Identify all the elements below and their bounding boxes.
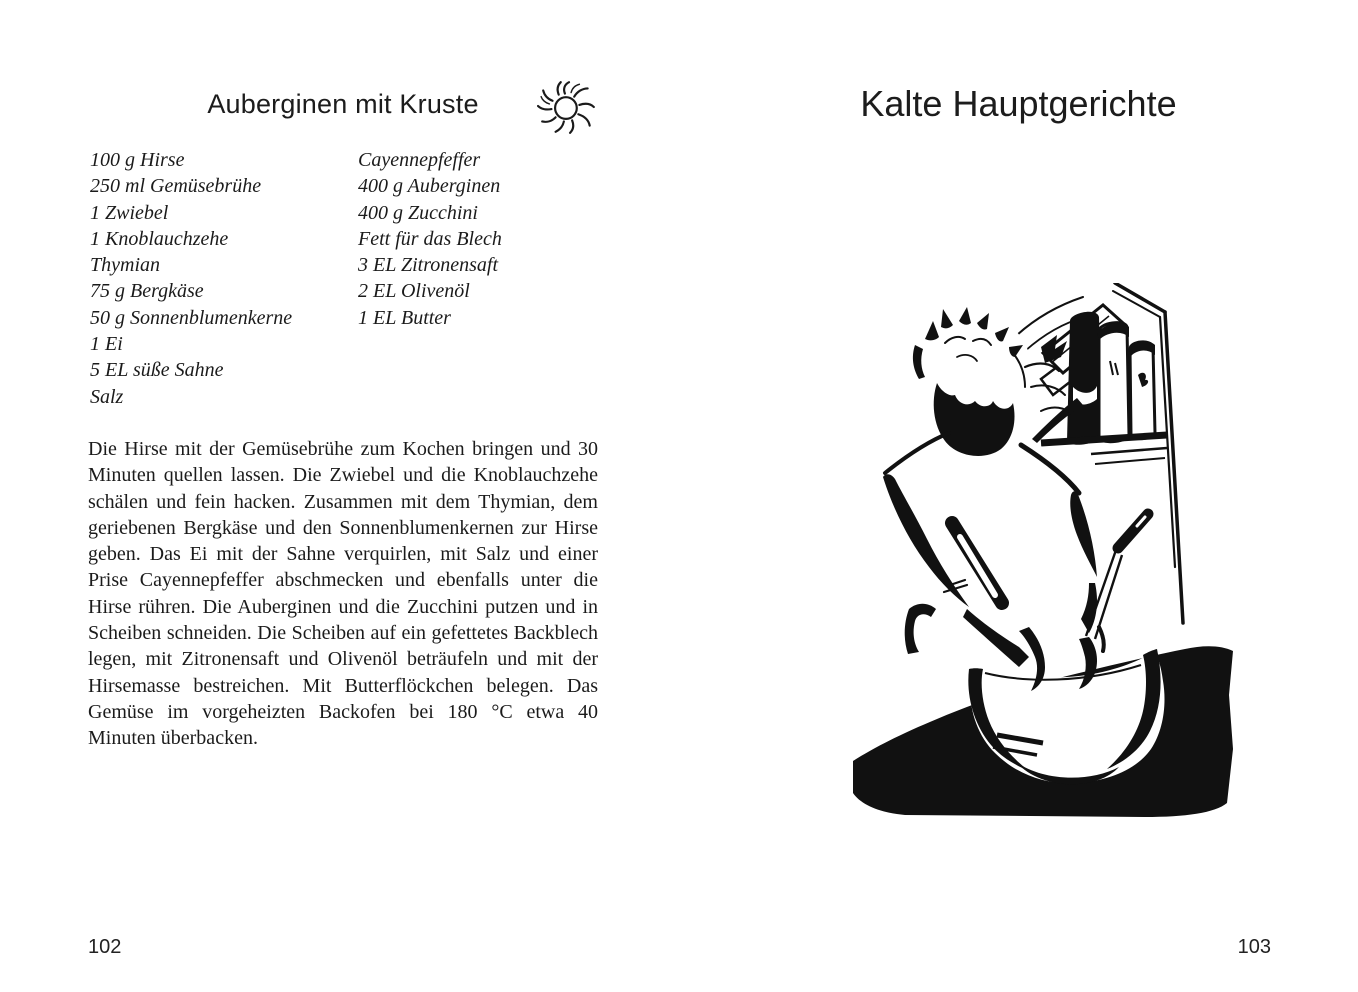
ingredient-line: Fett für das Blech bbox=[358, 227, 502, 250]
illustration-child-stirring-bowl bbox=[845, 283, 1240, 823]
ingredient-line: 75 g Bergkäse bbox=[90, 280, 204, 303]
ingredient-line: 2 EL Olivenöl bbox=[358, 280, 470, 303]
ingredient-line: 400 g Zucchini bbox=[358, 201, 478, 224]
illustration-svg bbox=[845, 283, 1240, 823]
ingredient-line: 1 Zwiebel bbox=[90, 201, 169, 224]
ingredient-line: 3 EL Zitronensaft bbox=[358, 254, 499, 277]
sun-icon-svg bbox=[537, 80, 599, 134]
sun-icon bbox=[537, 80, 599, 134]
ingredient-line: 50 g Sonnenblumenkerne bbox=[90, 306, 293, 329]
ingredient-line: 1 Ei bbox=[90, 333, 123, 356]
ingredient-line: Thymian bbox=[90, 254, 160, 277]
recipe-instructions: Die Hirse mit der Gemüsebrühe zum Kochen bringen und 30 Minuten quellen lassen. Die Zwiebel und die Knoblauchzehe schälen und fein hacken. Zusammen mit dem Thymian, dem geriebenen Bergkäse und den Sonnenblumenkernen zur Hirse geben. Das Ei mit der Sahne verquirlen, mit Salz und einer Prise Cayennepfeffer abschmecken und ebenfalls unter die Hirse rühren. Die Auberginen und die Zucchini putzen und in Scheiben schneiden. Die Scheiben auf ein gefettetes Backblech legen, mit Zitronensaft und Olivenöl beträufeln und mit der Hirsemasse bestreichen. Mit Butterflöckchen belegen. Das Gemüse im vorgeheizten Backofen bei 180 °C etwa 40 Minuten überbacken. bbox=[88, 438, 598, 750]
recipe-title: Auberginen mit Kruste bbox=[207, 89, 479, 119]
ingredient-line: 250 ml Gemüsebrühe bbox=[90, 175, 262, 198]
ingredient-line: 400 g Auberginen bbox=[358, 175, 501, 198]
page-number-left: 102 bbox=[88, 936, 122, 958]
section-title: Kalte Hauptgerichte bbox=[860, 83, 1177, 124]
ingredient-list-right bbox=[358, 147, 502, 331]
ingredient-line: Cayennepfeffer bbox=[358, 149, 481, 171]
ingredient-line: 5 EL süße Sahne bbox=[90, 359, 224, 382]
ingredient-line: 100 g Hirse bbox=[90, 149, 185, 171]
ingredient-list-left bbox=[90, 147, 292, 410]
ingredient-line: 1 Knoblauchzehe bbox=[90, 227, 229, 250]
page-number-right: 103 bbox=[1237, 936, 1271, 958]
ingredient-line: Salz bbox=[90, 385, 124, 408]
ingredient-line: 1 EL Butter bbox=[358, 306, 451, 329]
